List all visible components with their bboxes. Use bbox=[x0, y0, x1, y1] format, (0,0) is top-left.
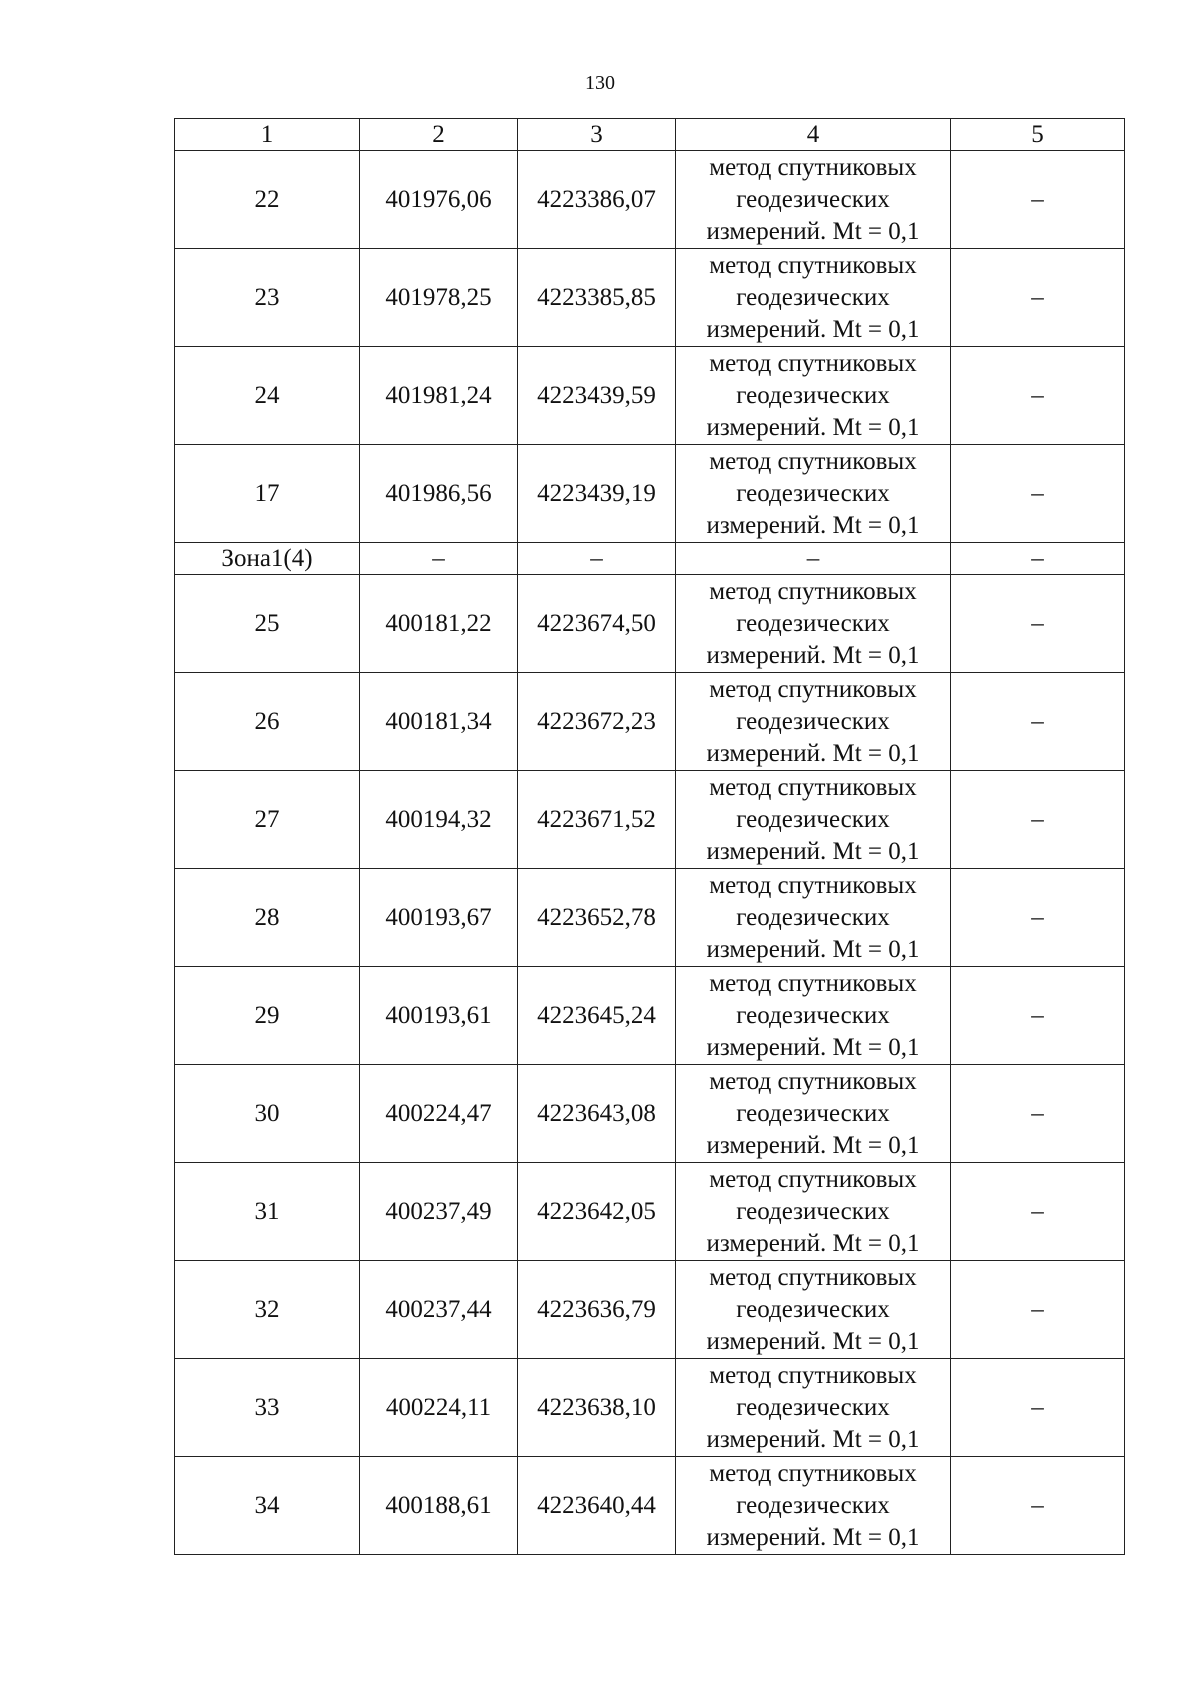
notes-cell: – bbox=[951, 575, 1125, 673]
point-number-cell: 33 bbox=[175, 1359, 360, 1457]
method-line: метод спутниковых bbox=[709, 773, 917, 801]
point-number-cell: 27 bbox=[175, 771, 360, 869]
table-row bbox=[175, 771, 1125, 869]
method-cell bbox=[676, 1261, 951, 1359]
x-coordinate-cell: 400194,32 bbox=[360, 771, 518, 869]
method-cell bbox=[676, 1065, 951, 1163]
notes-cell: – bbox=[951, 1261, 1125, 1359]
method-cell bbox=[676, 771, 951, 869]
column-header-4: 4 bbox=[676, 119, 951, 151]
table-row bbox=[175, 1261, 1125, 1359]
method-line: измерений. Mt = 0,1 bbox=[706, 837, 920, 865]
y-coordinate-cell: 4223671,52 bbox=[518, 771, 676, 869]
method-cell bbox=[676, 445, 951, 543]
method-cell bbox=[676, 151, 951, 249]
point-number-cell: 17 bbox=[175, 445, 360, 543]
method-line: измерений. Mt = 0,1 bbox=[706, 1327, 920, 1355]
column-header-5: 5 bbox=[951, 119, 1125, 151]
y-coordinate-cell: 4223652,78 bbox=[518, 869, 676, 967]
y-coordinate-cell: 4223638,10 bbox=[518, 1359, 676, 1457]
table-row bbox=[175, 151, 1125, 249]
method-line: метод спутниковых bbox=[709, 251, 917, 279]
y-coordinate-cell: 4223672,23 bbox=[518, 673, 676, 771]
x-coordinate-cell: 401976,06 bbox=[360, 151, 518, 249]
method-line: измерений. Mt = 0,1 bbox=[706, 1523, 920, 1551]
method-cell bbox=[676, 869, 951, 967]
method-line: геодезических bbox=[736, 1491, 890, 1519]
x-coordinate-cell: 400193,61 bbox=[360, 967, 518, 1065]
method-line: метод спутниковых bbox=[709, 153, 917, 181]
notes-cell: – bbox=[951, 869, 1125, 967]
table-row bbox=[175, 1163, 1125, 1261]
method-line: геодезических bbox=[736, 381, 890, 409]
method-line: измерений. Mt = 0,1 bbox=[706, 217, 920, 245]
notes-cell: – bbox=[951, 445, 1125, 543]
method-line: измерений. Mt = 0,1 bbox=[706, 1229, 920, 1257]
x-coordinate-cell: 400224,47 bbox=[360, 1065, 518, 1163]
y-coordinate-cell: 4223385,85 bbox=[518, 249, 676, 347]
method-line: измерений. Mt = 0,1 bbox=[706, 413, 920, 441]
x-coordinate-cell: 401986,56 bbox=[360, 445, 518, 543]
point-number-cell: 30 bbox=[175, 1065, 360, 1163]
method-line: метод спутниковых bbox=[709, 349, 917, 377]
method-line: измерений. Mt = 0,1 bbox=[706, 739, 920, 767]
method-line: метод спутниковых bbox=[709, 1067, 917, 1095]
column-header-3: 3 bbox=[518, 119, 676, 151]
point-number-cell: Зона1(4) bbox=[175, 543, 360, 575]
method-line: измерений. Mt = 0,1 bbox=[706, 1425, 920, 1453]
table-body bbox=[175, 151, 1125, 1555]
notes-cell: – bbox=[951, 249, 1125, 347]
method-line: – bbox=[806, 545, 820, 572]
x-coordinate-cell: 400237,44 bbox=[360, 1261, 518, 1359]
table-row bbox=[175, 1065, 1125, 1163]
table-row bbox=[175, 673, 1125, 771]
point-number-cell: 24 bbox=[175, 347, 360, 445]
y-coordinate-cell: 4223386,07 bbox=[518, 151, 676, 249]
method-line: геодезических bbox=[736, 185, 890, 213]
table-row bbox=[175, 1457, 1125, 1555]
method-cell bbox=[676, 1359, 951, 1457]
y-coordinate-cell: 4223636,79 bbox=[518, 1261, 676, 1359]
method-line: геодезических bbox=[736, 609, 890, 637]
table-row bbox=[175, 967, 1125, 1065]
method-cell bbox=[676, 967, 951, 1065]
y-coordinate-cell: 4223439,59 bbox=[518, 347, 676, 445]
table-row bbox=[175, 1359, 1125, 1457]
x-coordinate-cell: 400193,67 bbox=[360, 869, 518, 967]
method-line: метод спутниковых bbox=[709, 675, 917, 703]
method-cell bbox=[676, 1163, 951, 1261]
method-line: геодезических bbox=[736, 1197, 890, 1225]
column-header-2: 2 bbox=[360, 119, 518, 151]
method-line: метод спутниковых bbox=[709, 1165, 917, 1193]
notes-cell: – bbox=[951, 151, 1125, 249]
table-row bbox=[175, 445, 1125, 543]
point-number-cell: 31 bbox=[175, 1163, 360, 1261]
method-line: геодезических bbox=[736, 1099, 890, 1127]
method-line: геодезических bbox=[736, 707, 890, 735]
table-row bbox=[175, 869, 1125, 967]
table-row bbox=[175, 249, 1125, 347]
point-number-cell: 25 bbox=[175, 575, 360, 673]
method-line: геодезических bbox=[736, 479, 890, 507]
method-line: геодезических bbox=[736, 1393, 890, 1421]
method-line: измерений. Mt = 0,1 bbox=[706, 1131, 920, 1159]
method-line: геодезических bbox=[736, 1295, 890, 1323]
method-line: измерений. Mt = 0,1 bbox=[706, 641, 920, 669]
point-number-cell: 22 bbox=[175, 151, 360, 249]
notes-cell: – bbox=[951, 1163, 1125, 1261]
x-coordinate-cell: 400181,34 bbox=[360, 673, 518, 771]
method-line: измерений. Mt = 0,1 bbox=[706, 315, 920, 343]
method-line: метод спутниковых bbox=[709, 577, 917, 605]
method-line: геодезических bbox=[736, 1001, 890, 1029]
method-line: метод спутниковых bbox=[709, 1263, 917, 1291]
x-coordinate-cell: 401981,24 bbox=[360, 347, 518, 445]
notes-cell: – bbox=[951, 1065, 1125, 1163]
y-coordinate-cell: 4223643,08 bbox=[518, 1065, 676, 1163]
x-coordinate-cell: – bbox=[360, 543, 518, 575]
coordinates-table bbox=[174, 118, 1125, 1555]
x-coordinate-cell: 401978,25 bbox=[360, 249, 518, 347]
notes-cell: – bbox=[951, 673, 1125, 771]
method-line: геодезических bbox=[736, 903, 890, 931]
method-line: геодезических bbox=[736, 283, 890, 311]
notes-cell: – bbox=[951, 1457, 1125, 1555]
method-line: метод спутниковых bbox=[709, 969, 917, 997]
point-number-cell: 32 bbox=[175, 1261, 360, 1359]
method-line: измерений. Mt = 0,1 bbox=[706, 511, 920, 539]
table-row bbox=[175, 575, 1125, 673]
notes-cell: – bbox=[951, 543, 1125, 575]
method-cell bbox=[676, 575, 951, 673]
point-number-cell: 26 bbox=[175, 673, 360, 771]
point-number-cell: 34 bbox=[175, 1457, 360, 1555]
point-number-cell: 28 bbox=[175, 869, 360, 967]
y-coordinate-cell: 4223640,44 bbox=[518, 1457, 676, 1555]
y-coordinate-cell: 4223645,24 bbox=[518, 967, 676, 1065]
method-line: измерений. Mt = 0,1 bbox=[706, 935, 920, 963]
method-cell bbox=[676, 249, 951, 347]
zone-row bbox=[175, 543, 1125, 575]
x-coordinate-cell: 400224,11 bbox=[360, 1359, 518, 1457]
y-coordinate-cell: 4223642,05 bbox=[518, 1163, 676, 1261]
notes-cell: – bbox=[951, 1359, 1125, 1457]
table-row bbox=[175, 347, 1125, 445]
y-coordinate-cell: 4223439,19 bbox=[518, 445, 676, 543]
notes-cell: – bbox=[951, 967, 1125, 1065]
method-line: метод спутниковых bbox=[709, 871, 917, 899]
method-cell bbox=[676, 1457, 951, 1555]
point-number-cell: 23 bbox=[175, 249, 360, 347]
page-number: 130 bbox=[585, 72, 615, 94]
y-coordinate-cell: 4223674,50 bbox=[518, 575, 676, 673]
method-line: метод спутниковых bbox=[709, 1459, 917, 1487]
method-cell bbox=[676, 543, 951, 575]
x-coordinate-cell: 400181,22 bbox=[360, 575, 518, 673]
point-number-cell: 29 bbox=[175, 967, 360, 1065]
x-coordinate-cell: 400188,61 bbox=[360, 1457, 518, 1555]
notes-cell: – bbox=[951, 347, 1125, 445]
method-line: метод спутниковых bbox=[709, 1361, 917, 1389]
header-row bbox=[175, 119, 1125, 151]
notes-cell: – bbox=[951, 771, 1125, 869]
table-header bbox=[175, 119, 1125, 151]
method-cell bbox=[676, 347, 951, 445]
method-line: геодезических bbox=[736, 805, 890, 833]
method-cell bbox=[676, 673, 951, 771]
method-line: метод спутниковых bbox=[709, 447, 917, 475]
y-coordinate-cell: – bbox=[518, 543, 676, 575]
x-coordinate-cell: 400237,49 bbox=[360, 1163, 518, 1261]
column-header-1: 1 bbox=[175, 119, 360, 151]
method-line: измерений. Mt = 0,1 bbox=[706, 1033, 920, 1061]
